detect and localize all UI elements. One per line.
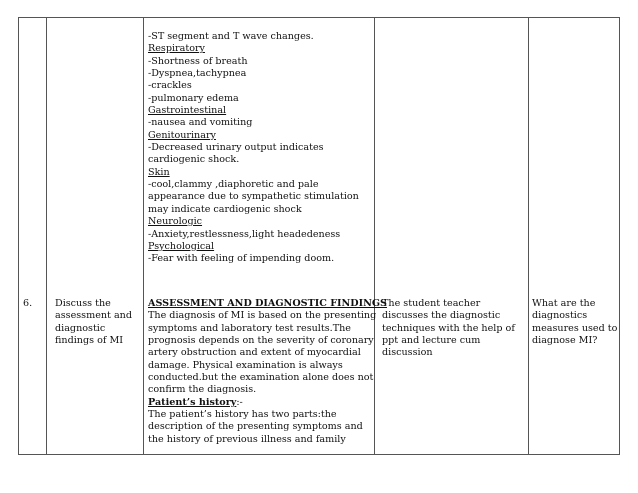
column-divider [528,18,529,454]
line-text: -ST segment and T wave changes. [148,31,314,42]
content-line [148,154,359,166]
objective-line: findings of MI [55,335,124,347]
content-line [148,421,387,433]
column-divider [143,18,144,454]
line-text: -cool,clammy ,diaphoretic and pale [148,179,319,191]
line-text: cardiogenic shock. [148,154,240,166]
content-line [148,204,359,216]
content-line [148,117,359,129]
heading-neurologic [148,216,359,228]
line-text: Psychological [148,240,215,252]
content-line [148,179,359,191]
teaching-line: discussion [382,347,433,359]
line-text: confirm the diagnosis. [148,384,257,396]
line-text: -Shortness of breath [148,55,248,67]
line-text: Respiratory [148,43,205,55]
line-text: -pulmonary edema [148,92,239,104]
line-text: Gastrointestinal [148,105,227,117]
content-line [148,142,359,154]
evaluation-line: diagnose MI? [532,335,598,347]
content-line [148,68,359,80]
content-line [148,372,387,384]
heading-respiratory [148,43,359,55]
content-cell-assessment [148,298,387,446]
line-text: -Anxiety,restlessness,light headedeness [148,228,341,240]
line-text: appearance due to sympathetic stimulation [148,191,359,203]
content-line [148,253,359,265]
line-text: -Decreased urinary output indicates [148,142,324,154]
heading-genitourinary [148,130,359,142]
content-line [148,310,387,322]
objective-line: diagnostic [55,322,106,334]
objective-line: assessment and [55,310,132,322]
line-text: prognosis depends on the severity of coronary [148,335,374,347]
line-text: Skin [148,166,170,178]
content-line [148,347,387,359]
line-text: Patient’s history [148,396,237,408]
evaluation-line: diagnostics [532,310,588,322]
line-text: Neurologic [148,216,203,228]
teaching-line: techniques with the help of [382,322,515,334]
line-text: ASSESSMENT AND DIAGNOSTIC FINDINGS [148,298,387,309]
row-number: 6. [23,298,33,309]
heading-skin [148,167,359,179]
line-text: description of the presenting symptoms and [148,421,363,433]
line-text: the history of previous illness and family [148,433,346,445]
content-cell-signs [148,31,359,266]
line-text: Genitourinary [148,129,216,141]
line-text: -crackles [148,80,192,92]
teaching-line: discusses the diagnostic [382,310,501,322]
evaluation-cell [532,298,617,347]
line-text: artery obstruction and extent of myocardial [148,347,361,359]
line-text: -nausea and vomiting [148,117,253,129]
content-line [148,56,359,68]
content-line [148,31,359,43]
teaching-line: The student teacher [382,298,481,309]
evaluation-line: measures used to [532,322,618,334]
column-divider [46,18,47,454]
line-text: may indicate cardiogenic shock [148,203,302,215]
section-heading [148,397,387,409]
lesson-plan-table [18,17,620,455]
line-text: conducted.but the examination alone does not [148,372,374,384]
line-text: The diagnosis of MI is based on the presenting [148,310,377,322]
teaching-method-cell [382,298,515,360]
content-line [148,360,387,372]
section-heading [148,298,387,310]
line-text: symptoms and laboratory test results.The [148,322,351,334]
evaluation-line: What are the [532,298,596,309]
content-line [148,191,359,203]
objective-cell [55,298,132,347]
content-line [148,384,387,396]
line-text: damage. Physical examination is always [148,359,343,371]
heading-psychological [148,241,359,253]
objective-line: Discuss the [55,298,111,309]
line-text: -Dyspnea,tachypnea [148,68,247,80]
content-line [148,323,387,335]
teaching-line: ppt and lecture cum [382,335,481,347]
heading-gastrointestinal [148,105,359,117]
content-line [148,229,359,241]
content-line [148,80,359,92]
heading-suffix: :- [236,396,243,408]
line-text: -Fear with feeling of impending doom. [148,253,335,265]
content-line [148,434,387,446]
line-text: The patient’s history has two parts:the [148,409,337,421]
content-line [148,409,387,421]
content-line [148,335,387,347]
content-line [148,93,359,105]
